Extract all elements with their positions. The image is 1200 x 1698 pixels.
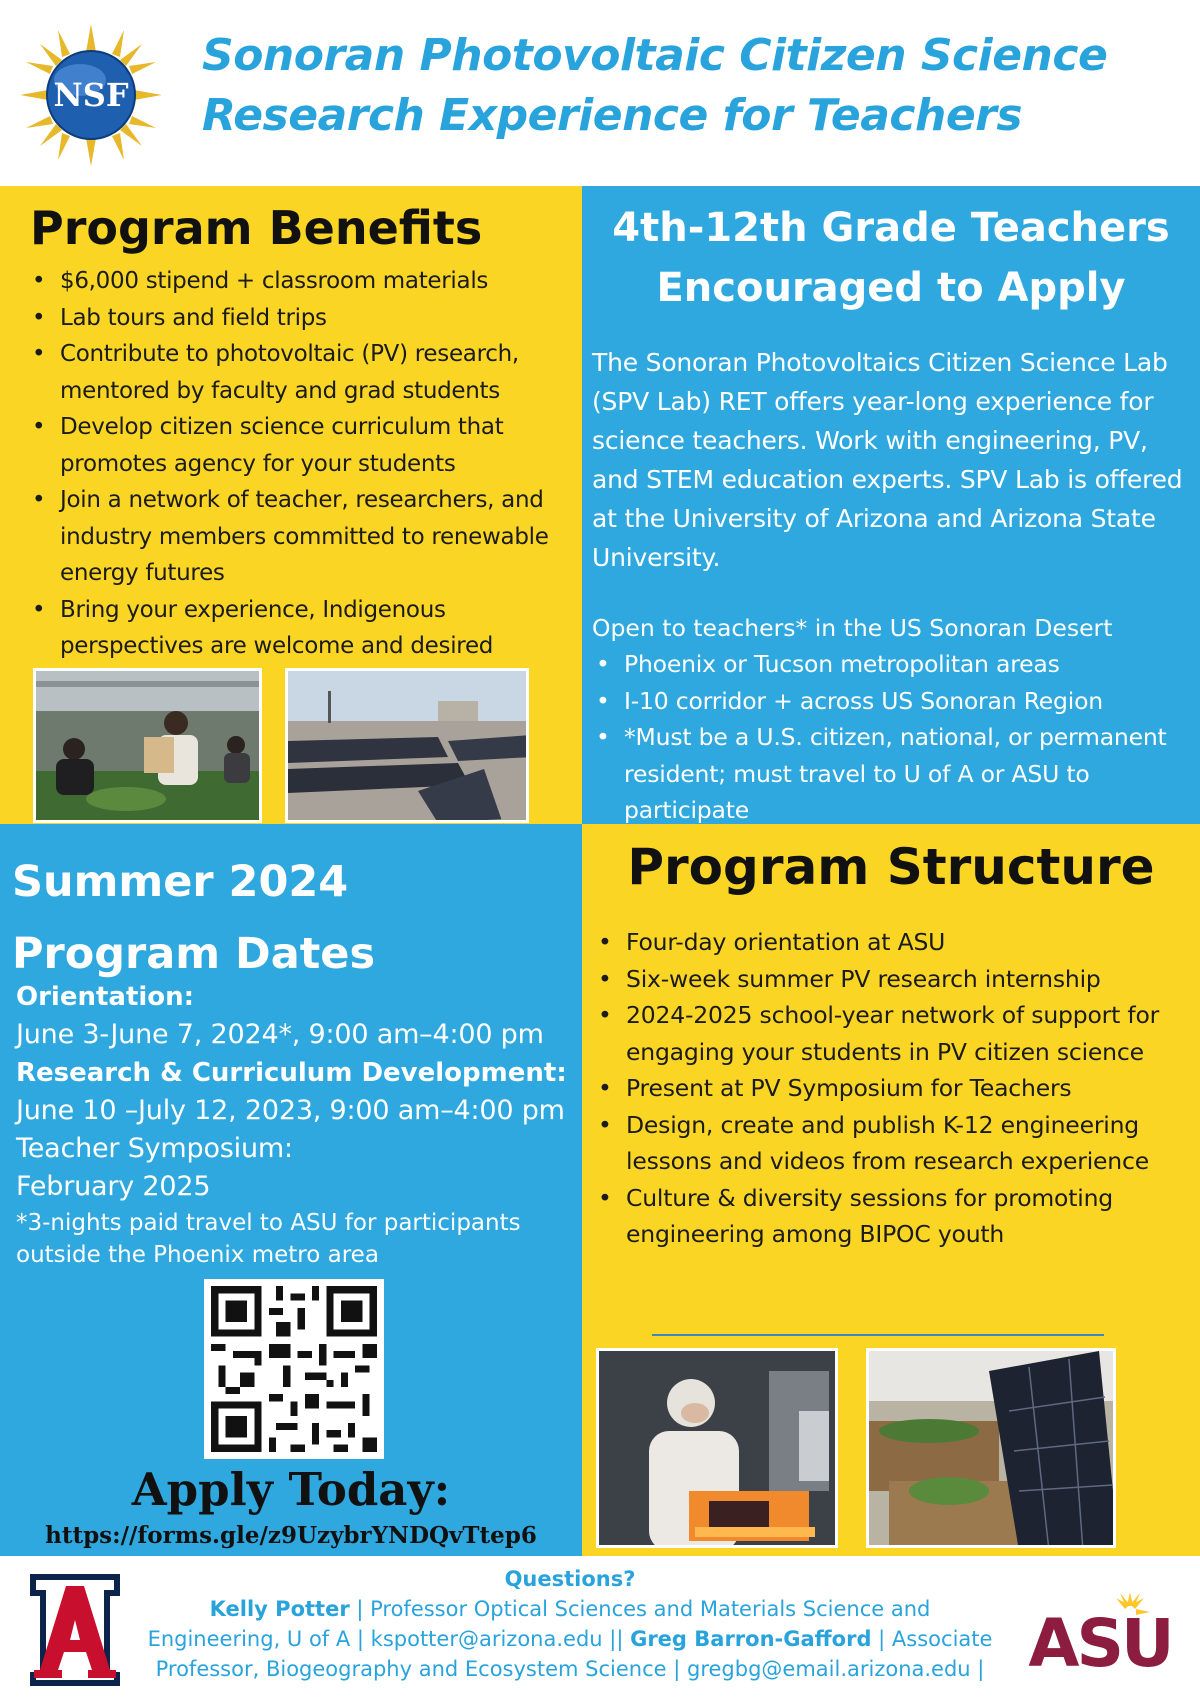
contacts-paragraph	[140, 1594, 1000, 1684]
asu-logo	[1010, 1590, 1190, 1674]
list-item: • I-10 corridor + across US Sonoran Region	[594, 683, 1184, 720]
benefits-list	[30, 263, 575, 665]
list-item: • Contribute to photovoltaic (PV) research, mentored by faculty and grad students	[30, 336, 575, 409]
header	[0, 0, 1200, 186]
lab-researcher-photo	[596, 1348, 838, 1548]
lab-researcher-image	[599, 1351, 838, 1548]
list-item: • Six-week summer PV research internship	[596, 961, 1196, 998]
svg-text:ASU: ASU	[1028, 1605, 1172, 1674]
program-structure-panel	[582, 824, 1200, 1556]
eligibility-list	[594, 646, 1184, 824]
program-dates-panel	[0, 824, 582, 1556]
eligibility-heading-line-1: 4th-12th Grade Teachers	[612, 205, 1170, 251]
eligibility-heading-line-2: Encouraged to Apply	[656, 265, 1126, 311]
contact-2-details: | Associate Professor, Biogeography and Ecosystem Science | gregbg@email.arizona.edu |	[155, 1627, 993, 1681]
contact-info	[140, 1564, 1000, 1684]
application-link[interactable]: https://forms.gle/z9UzybrYNDQvTtep6	[45, 1522, 537, 1549]
title-line-2: Research Experience for Teachers	[202, 90, 1023, 141]
dates-heading-line-2: Program Dates	[12, 929, 376, 979]
qr-code[interactable]	[204, 1279, 384, 1459]
eligibility-heading	[582, 198, 1200, 318]
title-line-1: Sonoran Photovoltaic Citizen Science	[202, 30, 1108, 81]
list-item: • Culture & diversity sessions for promoting engineering among BIPOC youth	[596, 1180, 1196, 1253]
garden-solar-panel-photo	[866, 1348, 1116, 1548]
divider	[652, 1334, 1104, 1336]
university-of-arizona-logo	[30, 1574, 120, 1686]
page-title	[202, 26, 1192, 146]
symposium-date: February 2025	[16, 1171, 211, 1202]
solar-array-photo	[285, 668, 529, 823]
students-field-image	[36, 671, 262, 823]
structure-list	[596, 924, 1196, 1253]
contact-1-name: Kelly Potter	[209, 1597, 350, 1621]
solar-array-image	[288, 671, 529, 823]
research-dates: June 10 –July 12, 2023, 9:00 am–4:00 pm	[16, 1095, 565, 1126]
research-label: Research & Curriculum Development:	[16, 1058, 567, 1088]
dates-details	[16, 978, 576, 1271]
eligibility-panel	[582, 186, 1200, 824]
list-item: • Lab tours and field trips	[30, 300, 575, 337]
apply-today-heading: Apply Today:	[131, 1463, 451, 1516]
list-item: • $6,000 stipend + classroom materials	[30, 263, 575, 300]
dates-heading-line-1: Summer 2024	[12, 857, 349, 907]
questions-label: Questions?	[504, 1567, 636, 1591]
travel-note: *3-nights paid travel to ASU for participants outside the Phoenix metro area	[16, 1210, 521, 1268]
list-item: • Bring your experience, Indigenous perspectives are welcome and desired	[30, 592, 575, 665]
students-field-photo	[33, 668, 262, 823]
footer	[0, 1556, 1200, 1698]
list-item: • Design, create and publish K-12 engineering lessons and videos from research experience	[596, 1107, 1196, 1180]
program-description: The Sonoran Photovoltaics Citizen Science Lab (SPV Lab) RET offers year-long experience for science teachers. Work with engineering, PV, and STEM education experts. SPV Lab is offered at the University of Arizona and Arizona State University.	[592, 348, 1183, 572]
list-item: • 2024-2025 school-year network of support for engaging your students in PV citizen science	[596, 997, 1196, 1070]
orientation-label: Orientation:	[16, 982, 195, 1012]
nsf-logo	[18, 22, 164, 168]
garden-solar-panel-image	[869, 1351, 1116, 1548]
list-item: • Four-day orientation at ASU	[596, 924, 1196, 961]
contact-2-name: Greg Barron-Gafford	[630, 1627, 872, 1651]
list-item: • Join a network of teacher, researchers, and industry members committed to renewable energy futures	[30, 482, 575, 592]
list-item: • Phoenix or Tucson metropolitan areas	[594, 646, 1184, 683]
benefits-heading: Program Benefits	[30, 201, 483, 255]
structure-heading: Program Structure	[627, 838, 1155, 896]
list-item: • Develop citizen science curriculum that promotes agency for your students	[30, 409, 575, 482]
symposium-label: Teacher Symposium:	[16, 1133, 293, 1164]
list-item: • Present at PV Symposium for Teachers	[596, 1070, 1196, 1107]
contact-1-details: | Professor Optical Sciences and Materials Science and Engineering, U of A | kspotter@arizona.edu ||	[147, 1597, 931, 1651]
dates-heading	[12, 846, 375, 990]
list-item: • *Must be a U.S. citizen, national, or permanent resident; must travel to U of A or ASU to participate	[594, 719, 1184, 824]
eligibility-intro: Open to teachers* in the US Sonoran Desert	[592, 614, 1113, 642]
svg-text:NSF: NSF	[53, 76, 129, 114]
orientation-dates: June 3-June 7, 2024*, 9:00 am–4:00 pm	[16, 1019, 544, 1050]
